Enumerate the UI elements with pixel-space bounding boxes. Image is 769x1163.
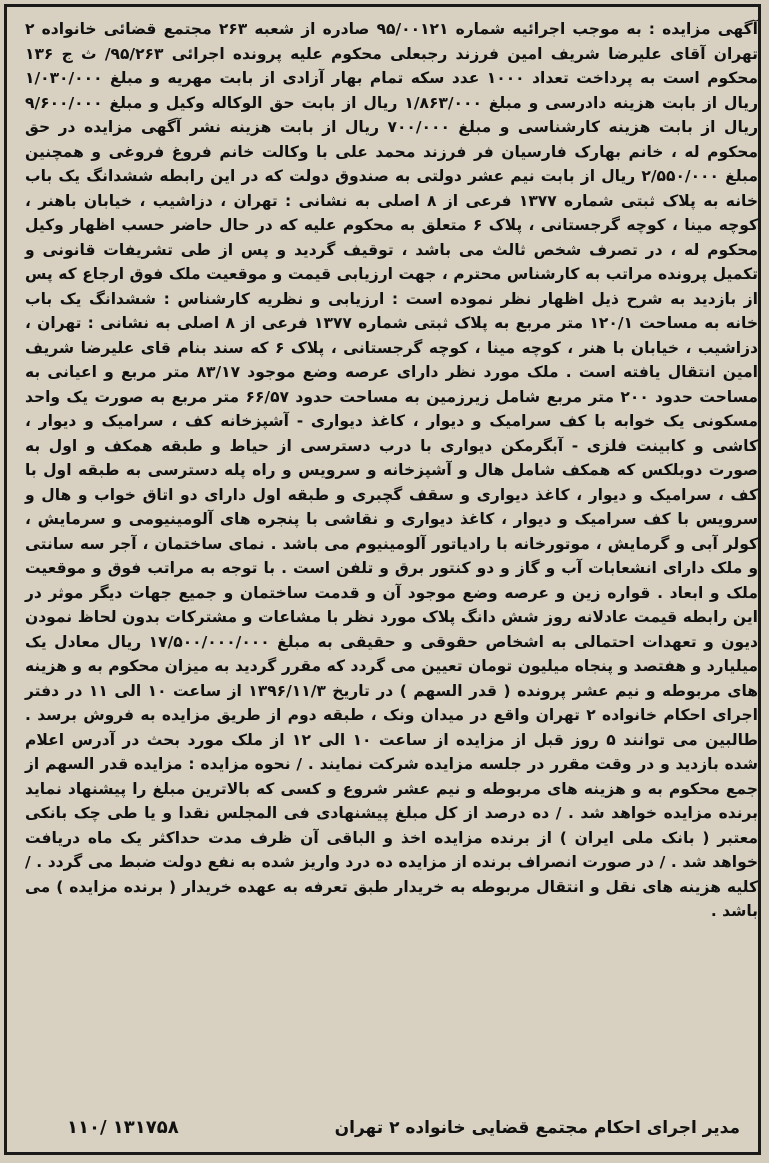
notice-paragraph: آگهی مزایده : به موجب اجرائیه شماره ۹۵/۰۰۱۲۱ صادره از شعبه ۲۶۳ مجتمع قضائی خانواده ۲ تهران آقای علیرضا شریف امین فرزند رجبعلی محکوم علیه پرونده اجرائی ۹۵/۲۶۳/ ث ج ۱۳۶ محکوم است به پرداخت تعداد ۱۰۰۰ عدد سکه تمام بهار آزادی از بابت مهریه و مبلغ ۱/۰۳۰/۰۰۰ ریال از بابت هزینه دادرسی و مبلغ ۱/۸۶۳/۰۰۰ ریال از بابت حق الوکاله وکیل و مبلغ ۹/۶۰۰/۰۰۰ ریال از بابت هزینه کارشناسی و مبلغ ۷۰۰/۰۰۰ ریال از بابت هزینه نشر آگهی مزایده در حق محکوم له ، خانم بهارک فارسیان فر فرزند محمد علی با وکالت خانم فروغ فروغی و همچنین مبلغ ۲/۵۵۰/۰۰۰ ریال از بابت نیم عشر دولتی به صندوق دولت که در این رابطه ششدانگ یک باب خانه به پلاک ثبتی شماره ۱۳۷۷ فرعی از ۸ اصلی به نشانی : تهران ، دزاشیب ، خیابان باهنر ، کوچه مینا ، کوچه گرجستانی ، پلاک ۶ متعلق به محکوم علیه که در حال حاضر حسب اظهار وکیل محکوم له ، در تصرف شخص ثالث می باشد ، توقیف گردید و پس از طی تشریفات قانونی و تکمیل پرونده مراتب به کارشناس محترم ، جهت ارزیابی قیمت و موقعیت ملک فوق ارجاع که پس از بازدید به شرح ذیل اظهار نظر نموده است : ارزیابی و نظریه کارشناس : ششدانگ یک باب خانه به مساحت ۱۲۰/۱ متر مربع به پلاک ثبتی شماره ۱۳۷۷ فرعی از ۸ اصلی به نشانی : تهران ، دزاشیب ، خیابان با هنر ، کوچه مینا ، کوچه گرجستانی ، پلاک ۶ که سند بنام قای علیرضا شریف امین انتقال یافته است . ملک مورد نظر دارای عرصه وضع موجود ۸۳/۱۷ متر مربع و اعیانی به مساحت حدود ۲۰۰ متر مربع شامل زیرزمین به مساحت حدود ۶۶/۵۷ متر مربع به صورت یک واحد مسکونی یک خوابه با کف سرامیک و دیوار ، کاغذ دیواری - آشپزخانه کف ، سرامیک و دیوار ، کاشی و کابینت فلزی - آبگرمکن دیواری با درب دسترسی از حیاط و طبقه همکف و اول به صورت دوبلکس که همکف شامل هال و آشپزخانه و سرویس و راه پله دسترسی به طبقه اول با کف ، سرامیک و دیوار ، کاغذ دیواری و سقف گچبری و طبقه اول دارای دو اتاق خواب و هال و سرویس با کف سرامیک و دیوار ، کاغذ دیواری و نقاشی با پنجره های آلومینیومی و سرمایش ، کولر آبی و گرمایش ، موتورخانه با رادیاتور آلومینیوم می باشد . نمای ساختمان ، آجر سه سانتی و ملک دارای انشعابات آب و گاز و دو کنتور برق و تلفن است . با توجه به مراتب فوق و موقعیت ملک و ابعاد . قواره زین و عرصه وضع موجود آن و قدمت ساختمان و جمیع جهات دیگر موثر در این رابطه قیمت عادلانه روز شش دانگ پلاک مورد نظر با مشاعات و مشترکات بدون لحاظ نمودن دیون و تعهدات احتمالی به اشخاص حقوقی و حقیقی به مبلغ ۱۷/۵۰۰/۰۰۰/۰۰۰ ریال معادل یک میلیارد و هفتصد و پنجاه میلیون تومان تعیین می گردد که مقرر گردید به میزان محکوم به و هزینه های مربوطه و نیم عشر پرونده ( قدر السهم ) در تاریخ ۱۳۹۶/۱۱/۳ از ساعت ۱۰ الی ۱۱ در دفتر اجرای احکام خانواده ۲ تهران واقع در میدان ونک ، طبقه دوم از طریق مزایده به فروش برسد . طالبین می توانند ۵ روز قبل از مزایده از ساعت ۱۰ الی ۱۲ از ملک مورد بحث در آدرس اعلام شده بازدید و در وقت مقرر در جلسه مزایده شرکت نمایند . / نحوه مزایده : مزایده قدر السهم از جمع محکوم به و هزینه های مربوطه و نیم عشر شروع و کسی که بالاترین مبلغ را پیشنهاد نماید برنده مزایده خواهد شد . / ده درصد از کل مبلغ پیشنهادی فی المجلس نقدا و یا طی چک بانکی معتبر ( بانک ملی ایران ) از برنده مزایده اخذ و الباقی آن ظرف مدت حداکثر یک ماه دریافت خواهد شد . / در صورت انصراف برنده از مزایده ده درد واریز شده به نفع دولت ضبط می گردد . / کلیه هزینه های نقل و انتقال مربوطه به خریدار طبق تعرفه به عهده خریدار ( برنده مزایده ) می باشد . [25,20,759,920]
reference-number: ۱۱۰/ ۱۳۱۷۵۸ [67,1117,179,1138]
signature-line: مدیر اجرای احکام مجتمع قضایی خانواده ۲ تهران [334,1118,740,1138]
notice-border [4,4,761,1155]
auction-notice-body [25,17,758,924]
